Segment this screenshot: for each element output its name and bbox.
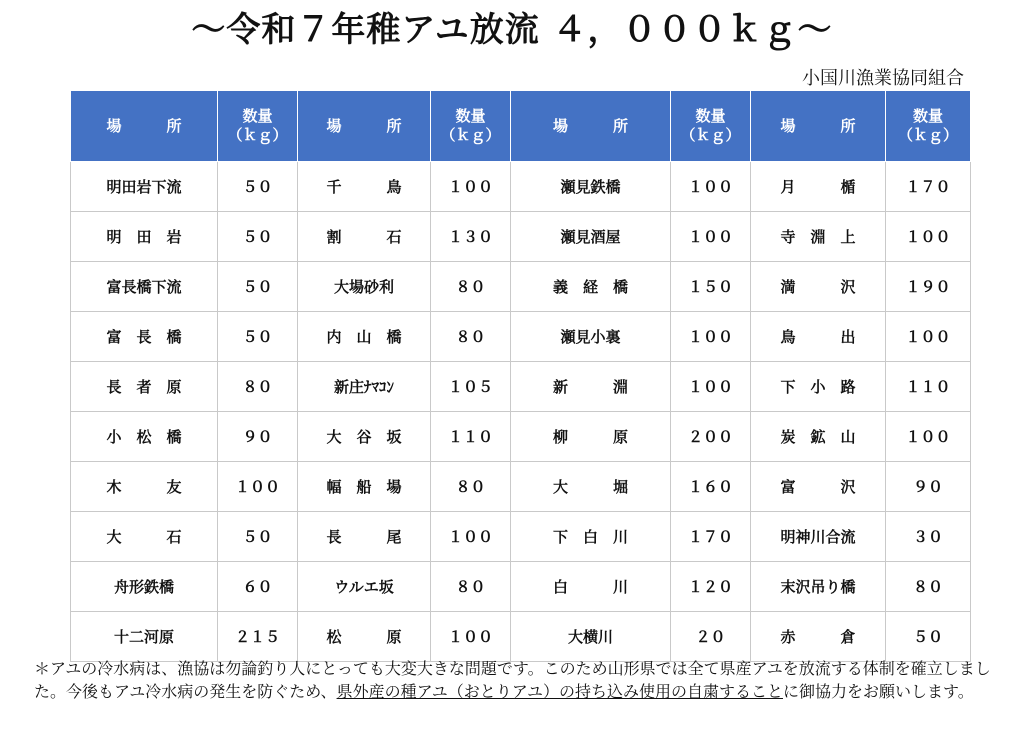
place-cell: 月 楯 [751, 162, 886, 212]
amount-cell: １００ [431, 512, 511, 562]
column-header-place: 場 所 [511, 91, 671, 162]
amount-cell: ３０ [886, 512, 971, 562]
table-row [71, 162, 971, 212]
note-underlined-text: 県外産の種アユ（おとりアユ）の持ち込み使用の自粛すること [336, 682, 783, 701]
place-cell: 瀬見小裏 [511, 312, 671, 362]
place-cell: 鳥 出 [751, 312, 886, 362]
amount-cell: １７０ [886, 162, 971, 212]
cold-water-disease-note [34, 657, 994, 703]
column-header-place: 場 所 [298, 91, 431, 162]
amount-cell: １００ [431, 162, 511, 212]
column-header-amount: 数量 （ｋｇ） [431, 91, 511, 162]
amount-cell: １００ [671, 312, 751, 362]
amount-cell: １０５ [431, 362, 511, 412]
amount-cell: １３０ [431, 212, 511, 262]
table-row [71, 212, 971, 262]
place-cell: 下 小 路 [751, 362, 886, 412]
table-row [71, 362, 971, 412]
amount-cell: １００ [886, 312, 971, 362]
place-cell: 松 原 [298, 612, 431, 662]
amount-cell: ５０ [218, 262, 298, 312]
release-table [70, 90, 971, 662]
column-header-amount: 数量 （ｋｇ） [218, 91, 298, 162]
table-row [71, 262, 971, 312]
table-row [71, 312, 971, 362]
amount-cell: １６０ [671, 462, 751, 512]
amount-cell: ５０ [218, 512, 298, 562]
amount-cell: １００ [671, 212, 751, 262]
amount-cell: １００ [671, 362, 751, 412]
place-cell: 明神川合流 [751, 512, 886, 562]
amount-cell: ２１５ [218, 612, 298, 662]
amount-cell: １９０ [886, 262, 971, 312]
amount-cell: ５０ [886, 612, 971, 662]
place-cell: 明田岩下流 [71, 162, 218, 212]
column-header-place: 場 所 [71, 91, 218, 162]
table-row [71, 412, 971, 462]
page-title: ～令和７年稚アユ放流 ４，０００ｋｇ～ [191, 10, 833, 50]
amount-cell: １１０ [886, 362, 971, 412]
amount-cell: ５０ [218, 162, 298, 212]
organization-name: 小国川漁業協同組合 [802, 68, 964, 89]
place-cell: 舟形鉄橋 [71, 562, 218, 612]
amount-cell: １１０ [431, 412, 511, 462]
place-cell: 新 淵 [511, 362, 671, 412]
amount-cell: ８０ [431, 462, 511, 512]
place-cell: 瀬見鉄橋 [511, 162, 671, 212]
amount-cell: １５０ [671, 262, 751, 312]
place-cell: 瀬見酒屋 [511, 212, 671, 262]
place-cell: 十二河原 [71, 612, 218, 662]
column-header-place: 場 所 [751, 91, 886, 162]
place-cell: 下 白 川 [511, 512, 671, 562]
place-cell: 内 山 橋 [298, 312, 431, 362]
place-cell: 幅 船 場 [298, 462, 431, 512]
amount-cell: １２０ [671, 562, 751, 612]
table-row [71, 462, 971, 512]
amount-cell: ９０ [218, 412, 298, 462]
place-cell: 大 石 [71, 512, 218, 562]
place-cell: 満 沢 [751, 262, 886, 312]
amount-cell: ８０ [218, 362, 298, 412]
place-cell: 炭 鉱 山 [751, 412, 886, 462]
place-cell: 千 鳥 [298, 162, 431, 212]
table-row [71, 612, 971, 662]
amount-cell: ９０ [886, 462, 971, 512]
place-cell: 寺 淵 上 [751, 212, 886, 262]
place-cell: 大 谷 坂 [298, 412, 431, 462]
place-cell: 新庄ﾅﾏｺﾝ [298, 362, 431, 412]
amount-cell: ５０ [218, 312, 298, 362]
note-text: ＊アユの冷水病は、漁協は勿論釣り人にとっても大変大きな問題です。このため山形県では全て県産アユを放流する体制を確立しました。今後もアユ冷水病の発生を防ぐため、 [34, 659, 991, 701]
place-cell: 小 松 橋 [71, 412, 218, 462]
amount-cell: ８０ [886, 562, 971, 612]
place-cell: 長 尾 [298, 512, 431, 562]
amount-cell: ８０ [431, 562, 511, 612]
place-cell: 割 石 [298, 212, 431, 262]
amount-cell: ８０ [431, 312, 511, 362]
place-cell: 白 川 [511, 562, 671, 612]
place-cell: 富 沢 [751, 462, 886, 512]
place-cell: 富長橋下流 [71, 262, 218, 312]
place-cell: 大場砂利 [298, 262, 431, 312]
note-text-end: に御協力をお願いします。 [782, 682, 974, 701]
place-cell: 義 経 橋 [511, 262, 671, 312]
amount-cell: １００ [886, 412, 971, 462]
amount-cell: ８０ [431, 262, 511, 312]
amount-cell: １００ [431, 612, 511, 662]
amount-cell: ６０ [218, 562, 298, 612]
amount-cell: ２０ [671, 612, 751, 662]
amount-cell: ２００ [671, 412, 751, 462]
column-header-amount: 数量 （ｋｇ） [671, 91, 751, 162]
amount-cell: １００ [671, 162, 751, 212]
place-cell: 明 田 岩 [71, 212, 218, 262]
place-cell: 木 友 [71, 462, 218, 512]
place-cell: 大 堀 [511, 462, 671, 512]
place-cell: 大横川 [511, 612, 671, 662]
amount-cell: １００ [886, 212, 971, 262]
table-header-row [71, 91, 971, 162]
place-cell: 赤 倉 [751, 612, 886, 662]
table-row [71, 562, 971, 612]
column-header-amount: 数量 （ｋｇ） [886, 91, 971, 162]
place-cell: 末沢吊り橋 [751, 562, 886, 612]
place-cell: 柳 原 [511, 412, 671, 462]
table-row [71, 512, 971, 562]
place-cell: ウルエ坂 [298, 562, 431, 612]
amount-cell: １００ [218, 462, 298, 512]
amount-cell: ５０ [218, 212, 298, 262]
amount-cell: １７０ [671, 512, 751, 562]
place-cell: 長 者 原 [71, 362, 218, 412]
place-cell: 富 長 橋 [71, 312, 218, 362]
